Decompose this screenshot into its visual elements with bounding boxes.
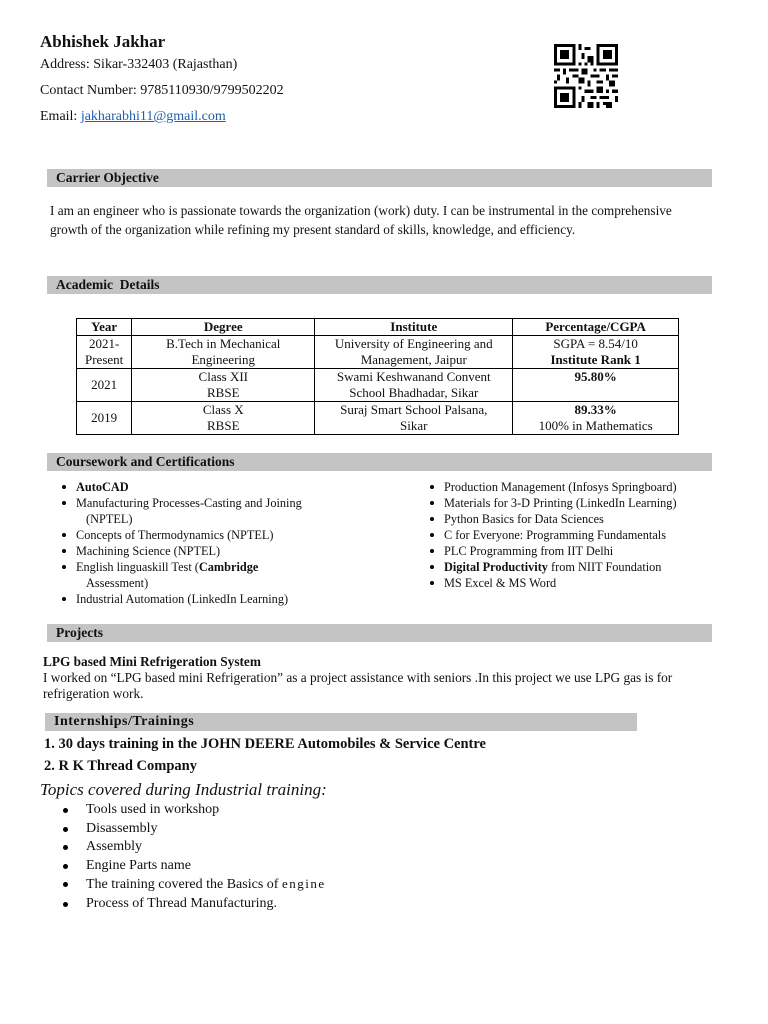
table-row <box>77 369 679 402</box>
institute-cell: University of Engineering and Management, Jaipur <box>315 336 513 369</box>
score-extra: 100% in Mathematics <box>538 418 653 433</box>
coursework-left-list <box>62 479 362 607</box>
score-value: 95.80% <box>574 369 617 384</box>
list-item: Manufacturing Processes-Casting and Joining (NPTEL) <box>62 495 362 527</box>
year-cell: 2021 <box>77 369 132 402</box>
email-label: Email: <box>40 109 81 124</box>
bullet-icon <box>430 485 434 489</box>
institute-cell: Swami Keshwanand Convent School Bhadhadar, Sikar <box>315 369 513 402</box>
objective-heading: Carrier Objective <box>47 169 712 187</box>
academic-table <box>76 318 679 435</box>
bullet-icon <box>430 565 434 569</box>
bullet-icon <box>430 581 434 585</box>
list-item: AutoCAD <box>62 479 362 495</box>
score-cell <box>513 369 679 402</box>
coursework-heading: Coursework and Certifications <box>47 453 712 471</box>
list-item: Assembly <box>63 838 563 857</box>
coursework-right-list <box>430 479 730 591</box>
bullet-icon <box>62 485 66 489</box>
project-title: LPG based Mini Refrigeration System <box>43 654 261 669</box>
bullet-icon <box>63 827 68 832</box>
topics-list <box>63 801 563 914</box>
list-item: Industrial Automation (LinkedIn Learning) <box>62 591 362 607</box>
bullet-icon <box>62 501 66 505</box>
list-item: C for Everyone: Programming Fundamentals <box>430 527 730 543</box>
bullet-icon <box>62 549 66 553</box>
column-header: Degree <box>132 319 315 336</box>
bullet-icon <box>62 597 66 601</box>
bullet-icon <box>63 864 68 869</box>
internship-item: 1. 30 days training in the JOHN DEERE Automobiles & Service Centre <box>44 736 486 752</box>
table-row <box>77 336 679 369</box>
table-row <box>77 402 679 435</box>
internship-item: 2. R K Thread Company <box>44 758 197 774</box>
qr-code <box>552 44 620 108</box>
bullet-icon <box>430 549 434 553</box>
list-item: English linguaskill Test (Cambridge Assessment) <box>62 559 362 591</box>
contact-number: Contact Number: 9785110930/9799502202 <box>40 83 284 98</box>
degree-cell: Class X RBSE <box>132 402 315 435</box>
list-item: Digital Productivity from NIIT Foundation <box>430 559 730 575</box>
year-cell: 2021-Present <box>77 336 132 369</box>
candidate-name: Abhishek Jakhar <box>40 32 166 51</box>
list-item: MS Excel & MS Word <box>430 575 730 591</box>
year-cell: 2019 <box>77 402 132 435</box>
list-item: PLC Programming from IIT Delhi <box>430 543 730 559</box>
institute-cell: Suraj Smart School Palsana, Sikar <box>315 402 513 435</box>
score-extra: Institute Rank 1 <box>550 352 641 367</box>
list-item: Process of Thread Manufacturing. <box>63 895 563 914</box>
list-item: Tools used in workshop <box>63 801 563 820</box>
email-link[interactable]: jakharabhi11@gmail.com <box>80 109 226 124</box>
column-header: Year <box>77 319 132 336</box>
list-item: Concepts of Thermodynamics (NPTEL) <box>62 527 362 543</box>
internships-heading: Internships/Trainings <box>45 713 637 731</box>
list-item: Materials for 3-D Printing (LinkedIn Learning) <box>430 495 730 511</box>
degree-cell: B.Tech in Mechanical Engineering <box>132 336 315 369</box>
column-header: Institute <box>315 319 513 336</box>
table-header-row <box>77 319 679 336</box>
bullet-icon <box>430 501 434 505</box>
topics-heading: Topics covered during Industrial training: <box>40 780 327 799</box>
bullet-icon <box>430 533 434 537</box>
bullet-icon <box>62 565 66 569</box>
score-value: 89.33% <box>574 402 617 417</box>
column-header: Percentage/CGPA <box>513 319 679 336</box>
list-item: Disassembly <box>63 820 563 839</box>
bullet-icon <box>63 808 68 813</box>
bullet-icon <box>63 845 68 850</box>
bullet-icon <box>430 517 434 521</box>
bullet-icon <box>63 882 68 887</box>
list-item: Production Management (Infosys Springboard) <box>430 479 730 495</box>
score-value: SGPA = 8.54/10 <box>553 336 638 351</box>
list-item: Engine Parts name <box>63 857 563 876</box>
email-line <box>40 109 226 125</box>
address: Address: Sikar-332403 (Rajasthan) <box>40 57 238 72</box>
objective-text: I am an engineer who is passionate towards the organization (work) duty. I can be instrumental in the comprehensive growth of the organization while refining my present standard of skills, knowledge, and efficiency. <box>50 203 672 237</box>
degree-cell: Class XII RBSE <box>132 369 315 402</box>
bullet-icon <box>63 902 68 907</box>
academics-heading: Academic Details <box>47 276 712 294</box>
list-item: The training covered the Basics of engine <box>63 875 563 895</box>
bullet-icon <box>62 533 66 537</box>
score-cell <box>513 402 679 435</box>
project-description: I worked on “LPG based mini Refrigeration” as a project assistance with seniors .In this project we use LPG gas is for refrigeration work. <box>43 670 673 701</box>
projects-heading: Projects <box>47 624 712 642</box>
list-item: Machining Science (NPTEL) <box>62 543 362 559</box>
score-cell <box>513 336 679 369</box>
list-item: Python Basics for Data Sciences <box>430 511 730 527</box>
